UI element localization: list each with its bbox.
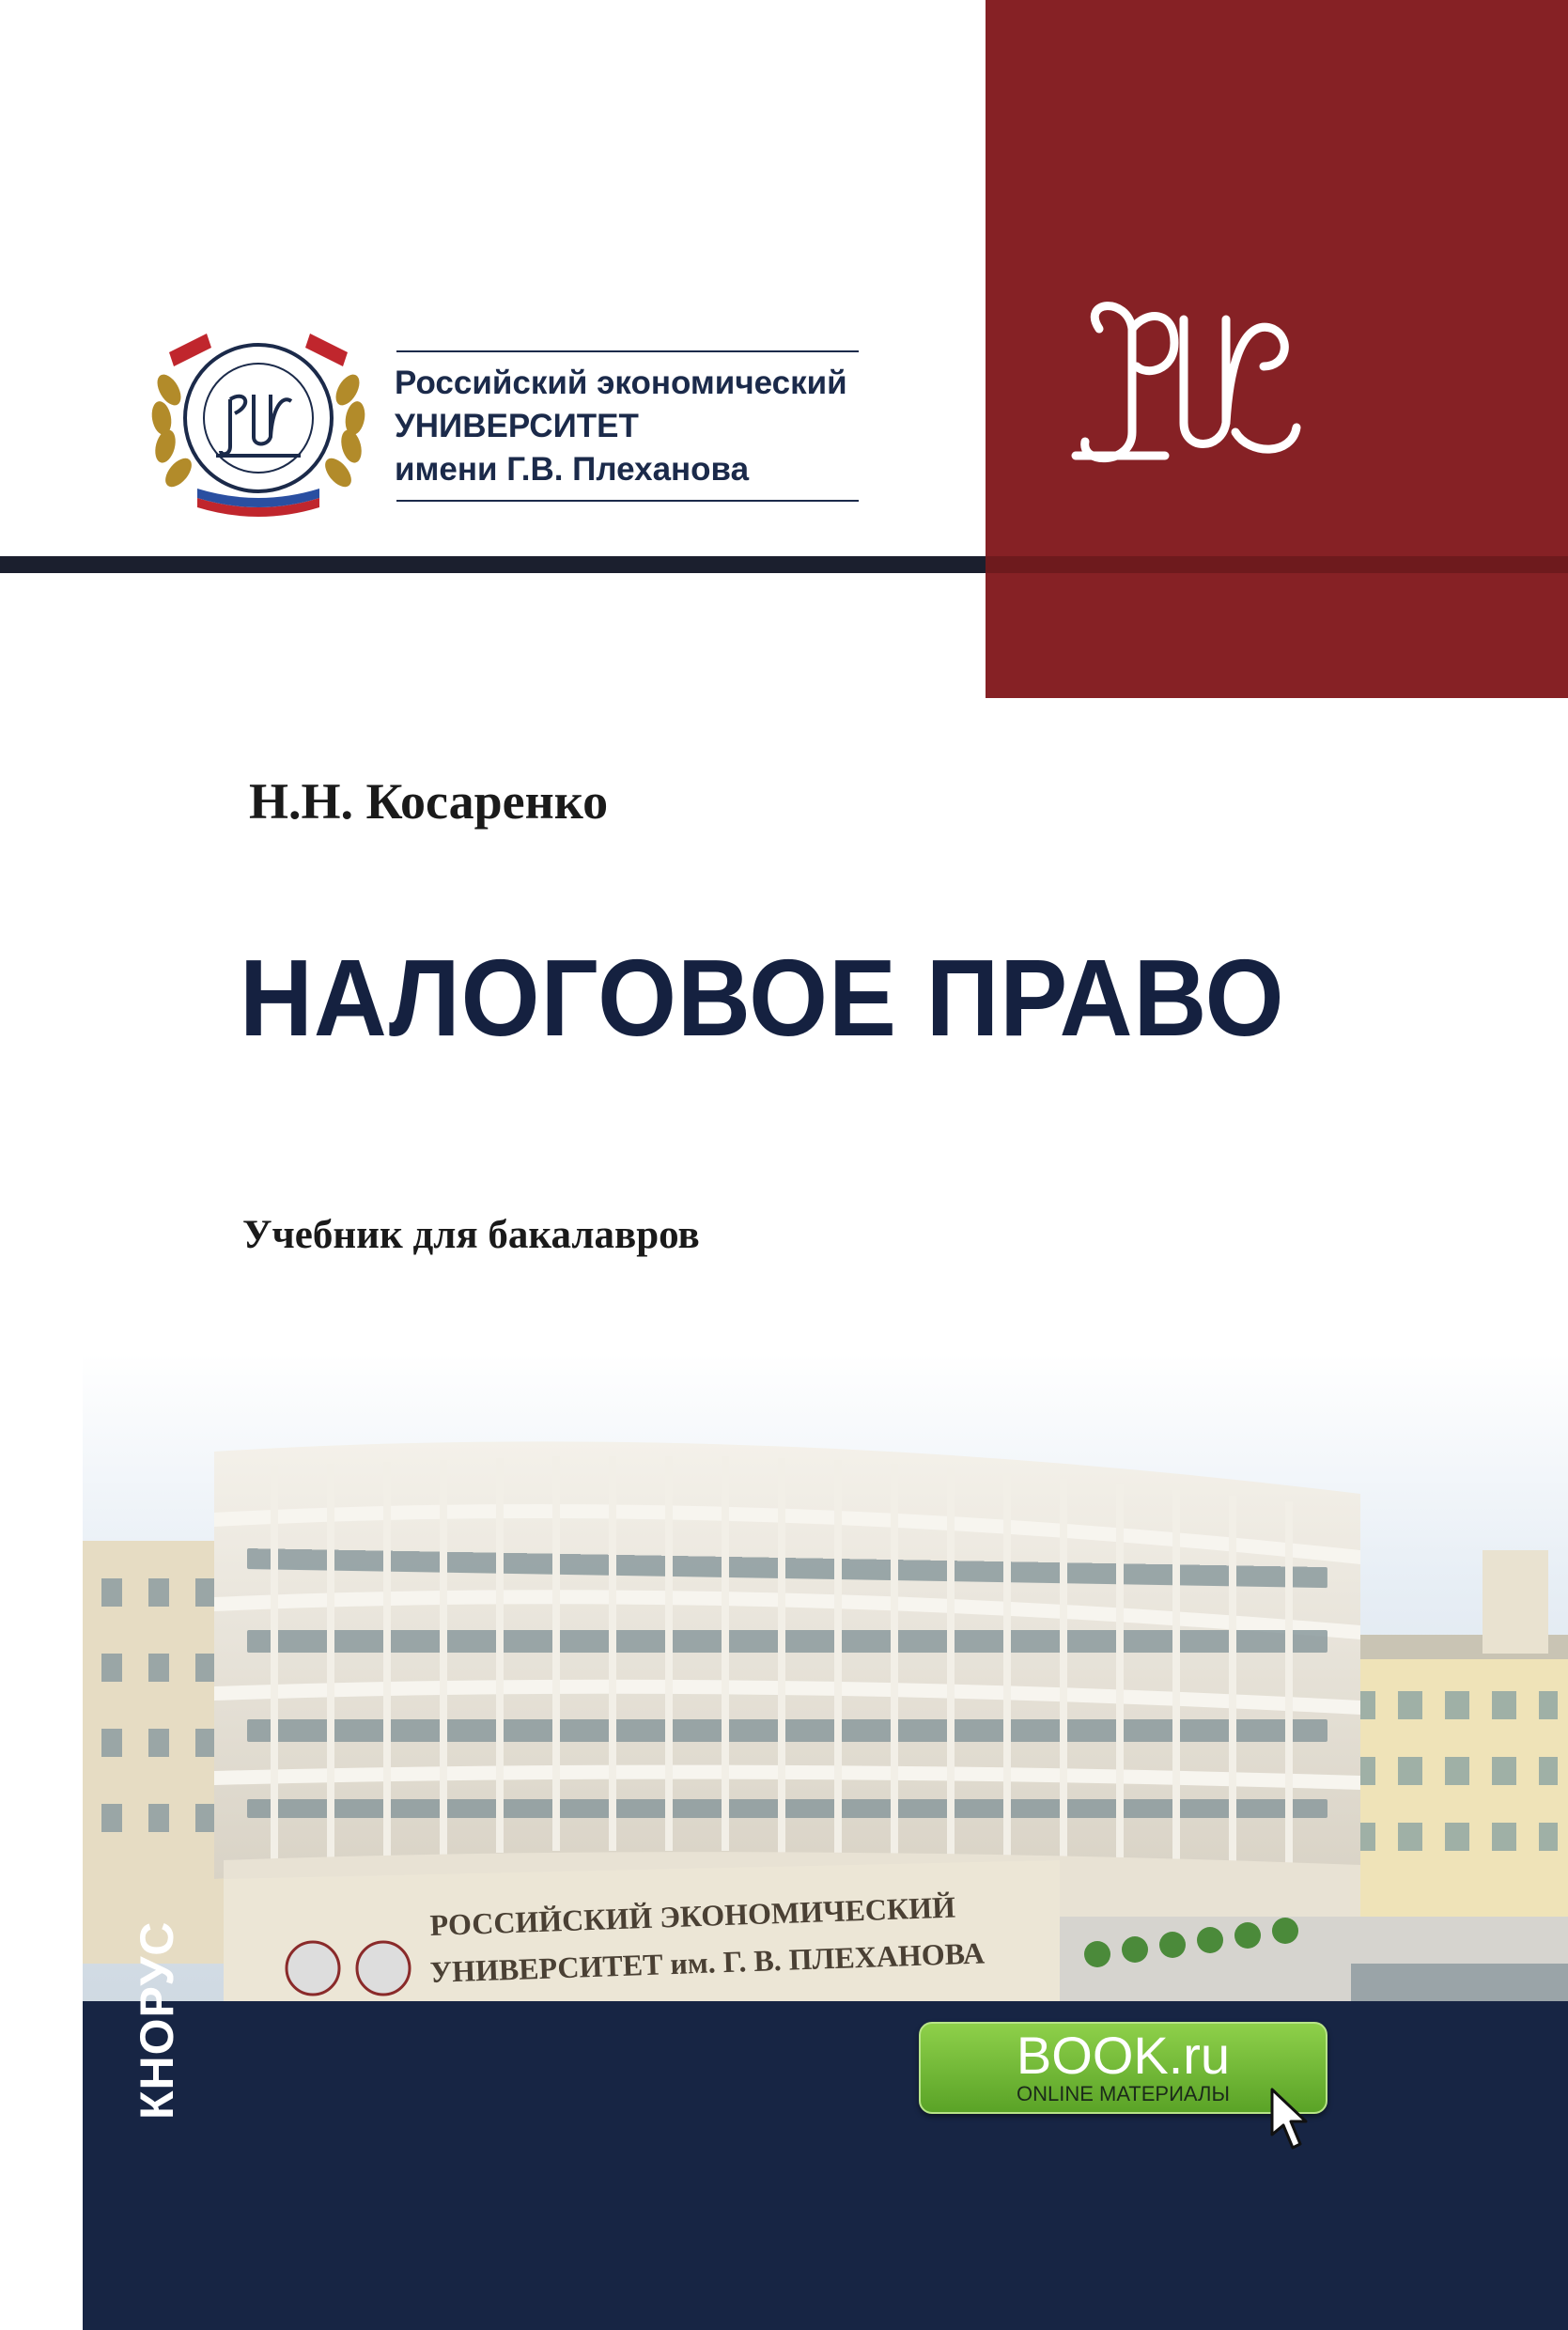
bottom-navy-band [83,2001,1568,2330]
building-sign-line-2: УНИВЕРСИТЕТ им. Г. В. ПЛЕХАНОВА [428,1935,986,1989]
header-divider-stripe [0,556,986,573]
spine-strip [0,1353,83,2330]
university-name-line-2: УНИВЕРСИТЕТ [395,408,639,444]
university-building-photo [83,1353,1568,2011]
university-name-rule-top [396,350,859,352]
university-crest-icon [141,315,376,526]
university-name-rule-bottom [396,500,859,502]
bookru-online-button[interactable] [919,2022,1327,2114]
building-sign-line-1: РОССИЙСКИЙ ЭКОНОМИЧЕСКИЙ [428,1889,956,1942]
book-subtitle: Учебник для бакалавров [242,1213,700,1257]
cursor-icon [1268,2086,1313,2153]
publisher-name: КНОРУС [131,1920,183,2120]
university-name-line-3: имени Г.В. Плеханова [395,451,750,488]
bookru-title: BOOK.ru [1016,2026,1231,2085]
university-name-line-1: Российский экономический [395,365,847,401]
bookru-subtitle: ONLINE МАТЕРИАЛЫ [1017,2082,1230,2105]
header-divider-stripe-maroon [986,556,1568,573]
rea-monogram-icon [1062,291,1306,470]
book-author: Н.Н. Косаренко [249,773,609,830]
book-title: НАЛОГОВОЕ ПРАВО [240,937,1285,1059]
